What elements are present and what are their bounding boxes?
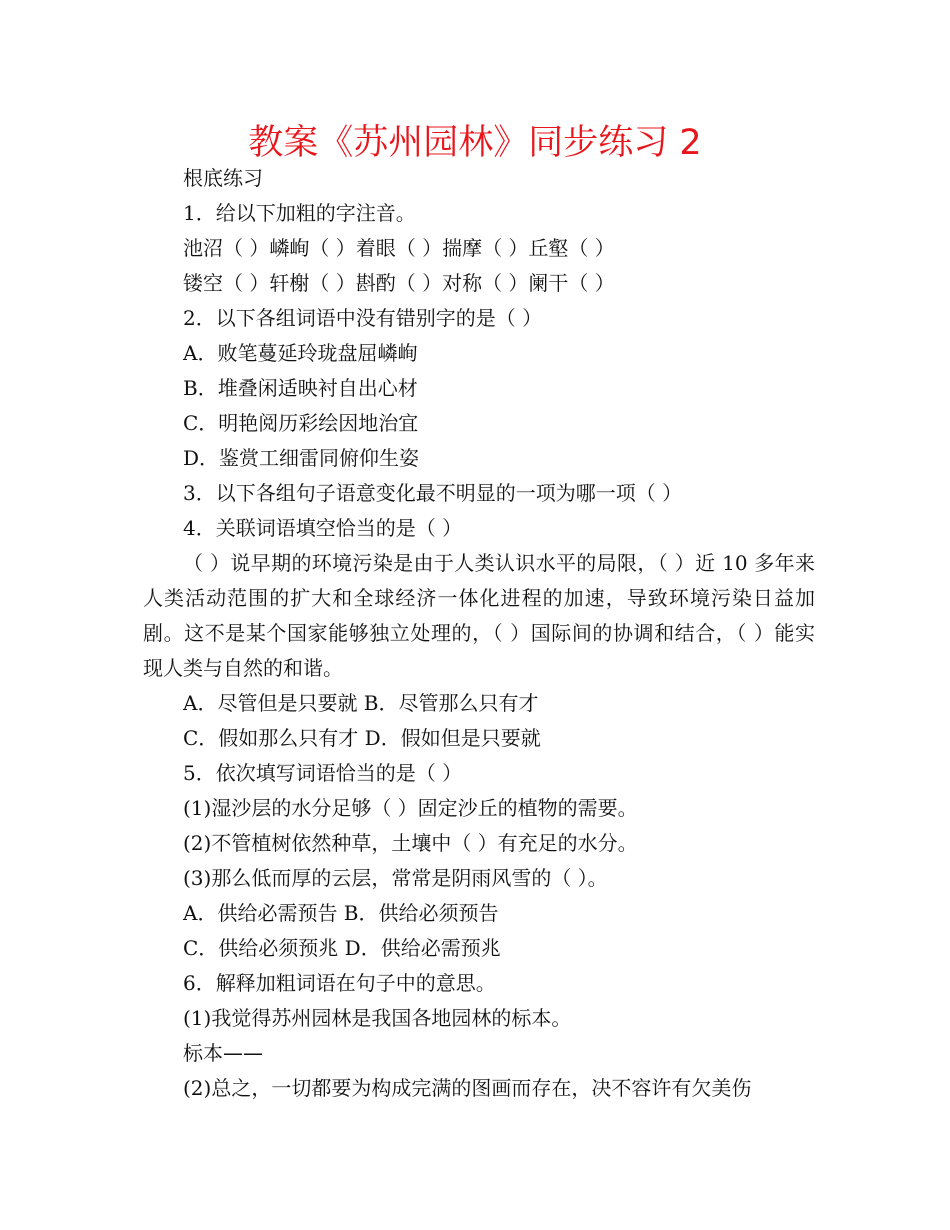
document-body bbox=[143, 161, 815, 1106]
question-5-sentence-1: (1)湿沙层的水分足够（ ）固定沙丘的植物的需要。 bbox=[183, 796, 638, 820]
question-4: 4．关联词语填空恰当的是（ ） bbox=[183, 516, 463, 540]
question-3: 3．以下各组句子语意变化最不明显的一项为哪一项（ ） bbox=[183, 481, 683, 505]
question-6-sentence-2: (2)总之，一切都要为构成完满的图画而存在，决不容许有欠美伤 bbox=[183, 1076, 752, 1100]
question-5: 5．依次填写词语恰当的是（ ） bbox=[183, 761, 463, 785]
question-2-option-c: C．明艳阅历彩绘因地治宜 bbox=[183, 411, 419, 435]
question-2-option-b: B．堆叠闲适映衬自出心材 bbox=[183, 376, 418, 400]
section-heading: 根底练习 bbox=[183, 166, 263, 190]
question-2-option-d: D．鉴赏工细雷同俯仰生姿 bbox=[183, 446, 420, 470]
question-1: 1．给以下加粗的字注音。 bbox=[183, 201, 416, 225]
question-5-options-ab: A．供给必需预告 B．供给必须预告 bbox=[183, 901, 499, 925]
question-1-row-1: 池沼（ ）嶙峋（ ）着眼（ ）揣摩（ ）丘壑（ ） bbox=[183, 236, 615, 260]
document-title: 教案《苏州园林》同步练习 2 bbox=[248, 123, 702, 163]
question-4-options-cd: C．假如那么只有才 D．假如但是只要就 bbox=[183, 726, 541, 750]
question-4-passage: （ ）说早期的环境污染是由于人类认识水平的局限，（ ）近 10 多年来人类活动范围的扩大和全球经济一体化进程的加速，导致环境污染日益加剧。这不是某个国家能够独立处理的，（ ）国际间的协调和结合，（ ）能实现人类与自然的和谐。 bbox=[143, 551, 815, 680]
question-1-row-2: 镂空（ ）轩榭（ ）斟酌（ ）对称（ ）阑干（ ） bbox=[183, 271, 615, 295]
question-6-sentence-1: (1)我觉得苏州园林是我国各地园林的标本。 bbox=[183, 1006, 572, 1030]
question-6-answer-1: 标本—— bbox=[183, 1041, 263, 1065]
question-5-sentence-2: (2)不管植树依然种草，土壤中（ ）有充足的水分。 bbox=[183, 831, 638, 855]
question-6: 6．解释加粗词语在句子中的意思。 bbox=[183, 971, 496, 995]
question-2: 2．以下各组词语中没有错别字的是（ ） bbox=[183, 306, 543, 330]
question-5-sentence-3: (3)那么低而厚的云层，常常是阴雨风雪的（ ）。 bbox=[183, 866, 608, 890]
question-2-option-a: A．败笔蔓延玲珑盘屈嶙峋 bbox=[183, 341, 418, 365]
question-4-options-ab: A．尽管但是只要就 B．尽管那么只有才 bbox=[183, 691, 539, 715]
question-5-options-cd: C．供给必须预兆 D．供给必需预兆 bbox=[183, 936, 501, 960]
